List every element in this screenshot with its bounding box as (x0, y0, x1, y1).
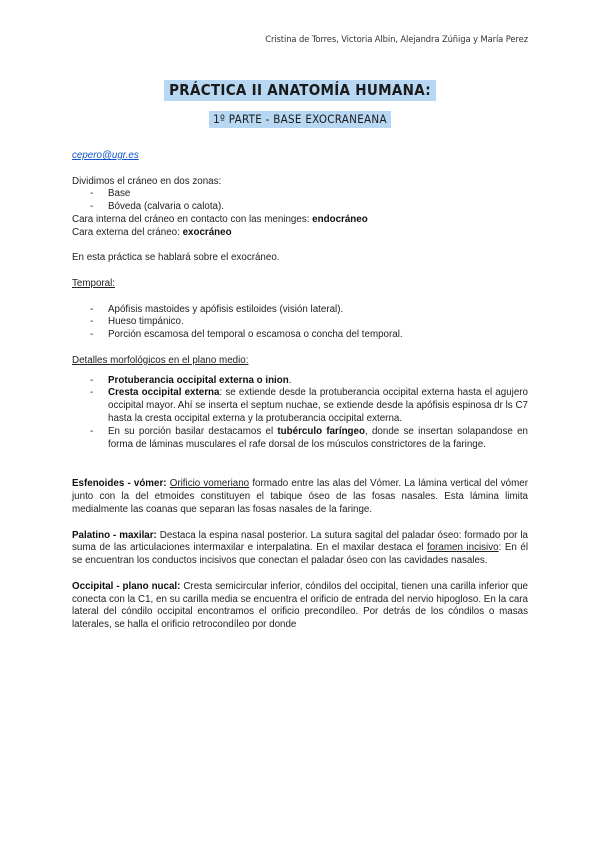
external-face: Cara externa del cráneo: exocráneo (72, 226, 232, 238)
internal-face: Cara interna del cráneo en contacto con las meninges: endocráneo (72, 213, 368, 225)
temporal-list (72, 304, 528, 342)
occipital-paragraph: Occipital - plano nucal: Cresta semicircular inferior, cóndilos del occipital, tienen una carilla inferior que conecta con la C1, en su carilla media se encuentra el orificio de entrada del nervio hipogloso. En la cara lateral del cóndilo occipital encontramos el orificio precondíleo. Por detrás de los cóndilos o masas laterales, se halla el orificio retrocondíleo por donde (72, 580, 528, 631)
esfenoides-paragraph: Esfenoides - vómer: Orificio vomeriano formado entre las alas del Vómer. La lámina vertical del vómer junto con la del etmoides constituyen el tabique óseo de las fosas nasales. Esta lámina limita medialmente las coanas que separan las fosas nasales de la faringe. (72, 478, 528, 515)
list-item: - Porción escamosa del temporal o escamosa o concha del temporal. (72, 329, 528, 342)
subtitle-text: 1º PARTE - BASE EXOCRANEANA (209, 111, 391, 128)
document-body (72, 150, 528, 632)
list-item: - Apófisis mastoides y apófisis estiloides (visión lateral). (72, 304, 528, 317)
subtitle (0, 110, 600, 128)
email-link[interactable]: cepero@ugr.es (72, 150, 139, 161)
list-item: - Protuberancia occipital externa o inion. (72, 375, 528, 388)
main-title (0, 80, 600, 101)
palatino-paragraph: Palatino - maxilar: Destaca la espina nasal posterior. La sutura sagital del paladar óseo: formado por la suma de las articulaciones intermaxilar e interpalatina. En el maxilar destaca el foramen incisivo: En él se encuentran los conductos incisivos que conectan el paladar óseo con las cavidades nasales. (72, 529, 528, 567)
temporal-heading: Temporal: (72, 277, 116, 289)
main-title-text: PRÁCTICA II ANATOMÍA HUMANA: (164, 80, 436, 101)
intro-divide: Dividimos el cráneo en dos zonas: (72, 175, 222, 187)
list-item: - En su porción basilar destacamos el tubérculo faríngeo, donde se insertan solapandose en forma de láminas musculares el rafe dorsal de los músculos constrictores de la faringe. (72, 426, 528, 452)
median-list (72, 375, 528, 452)
practice-note: En esta práctica se hablará sobre el exocráneo. (72, 252, 280, 264)
list-item: - Cresta occipital externa: se extiende desde la protuberancia occipital externa hasta el agujero occipital mayor. Ahí se inserta el septum nuchae, se extiende desde la apófisis espinosa dr ls C7 hasta la cresta occipital externa y la protuberancia occipital externa. (72, 387, 528, 425)
median-heading: Detalles morfológicos en el plano medio: (72, 354, 249, 366)
list-item: - Hueso timpánico. (72, 316, 528, 329)
zones-list (72, 188, 528, 214)
header-authors: Cristina de Torres, Victoria Albin, Alejandra Zúñiga y María Perez (265, 34, 528, 44)
list-item: - Base (72, 188, 528, 201)
list-item: - Bóveda (calvaria o calota). (72, 201, 528, 214)
